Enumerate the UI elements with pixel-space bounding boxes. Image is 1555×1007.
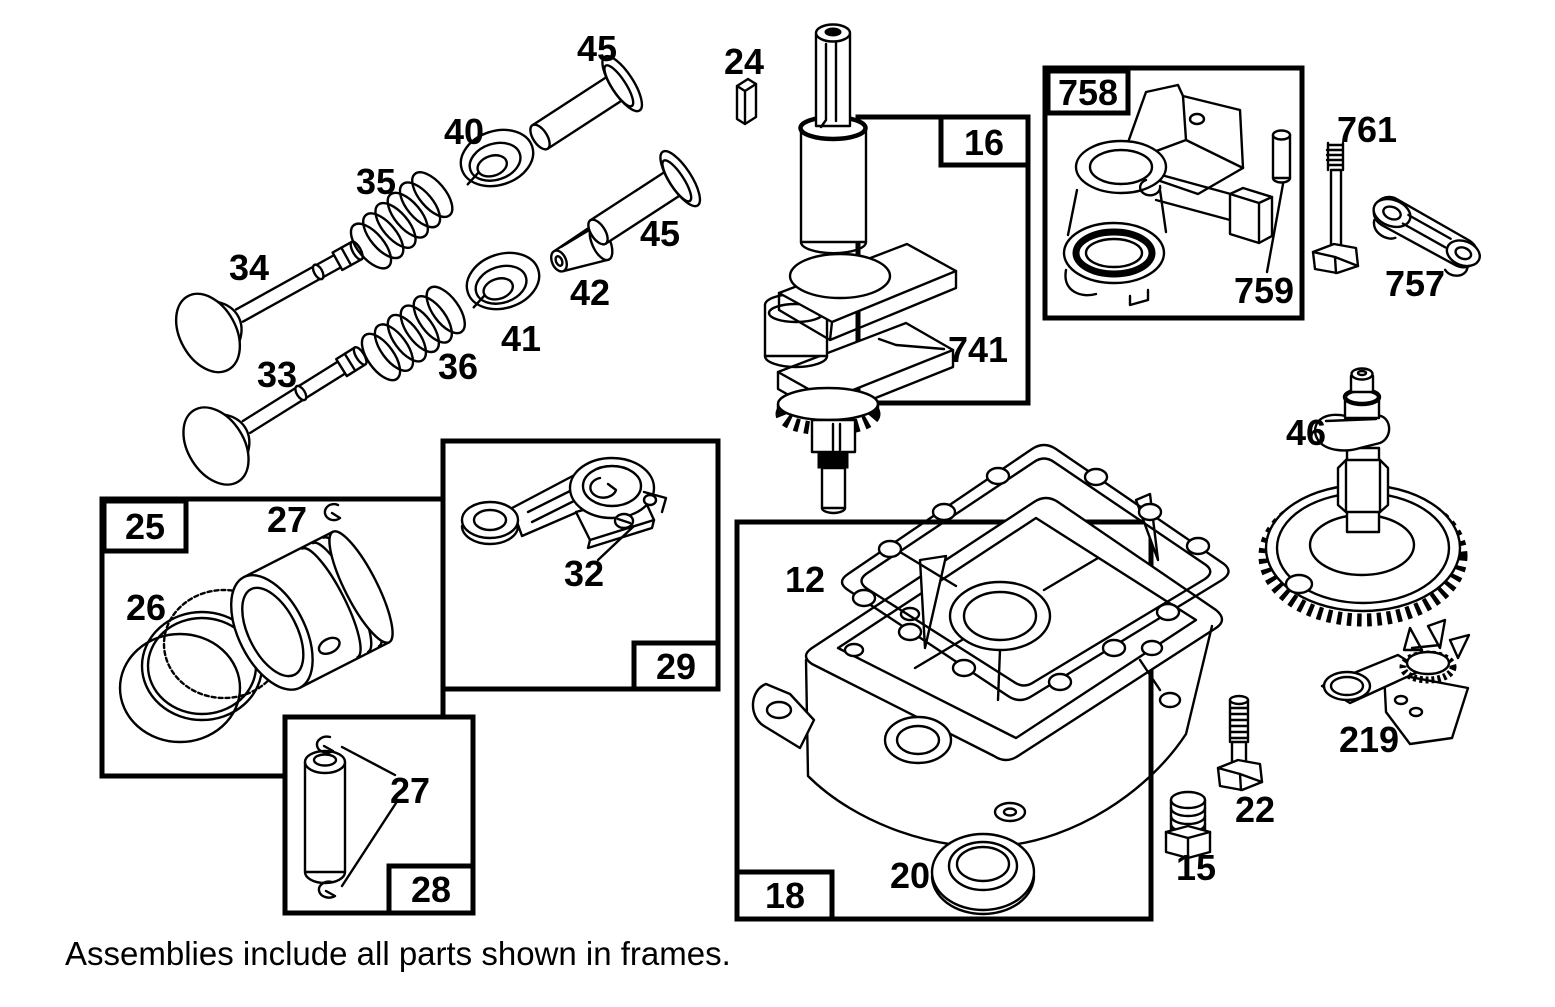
label-piston-ring-set: 26 [125, 587, 167, 628]
label-pin-clip-piston: 27 [266, 499, 308, 540]
label-valve-spring-upper: 35 [355, 161, 397, 202]
frame-crankshaft-label: 16 [963, 122, 1005, 163]
oil-seal-20-drawing [932, 834, 1034, 914]
label-sump-gasket: 12 [784, 559, 826, 600]
label-sump-screw: 22 [1234, 789, 1276, 830]
label-crankshaft-key: 24 [723, 41, 765, 82]
frame-engine-sump-label: 18 [764, 875, 806, 916]
label-governor-crank: 757 [1384, 263, 1446, 304]
label-valve-lower: 33 [256, 354, 298, 395]
label-spring-retainer-lower: 41 [500, 318, 542, 359]
label-tappet-upper: 45 [576, 28, 618, 69]
label-drain-plug: 15 [1175, 847, 1217, 888]
label-valve-upper: 34 [228, 247, 270, 288]
frame-piston-pin-label: 28 [410, 869, 452, 910]
sump-screw-22-drawing [1218, 696, 1262, 790]
frame-piston-assembly-label: 25 [124, 506, 166, 547]
label-rod-screw: 32 [563, 553, 605, 594]
spring-retainer-41-drawing [459, 244, 546, 318]
frame-governor-bracket-label: 758 [1057, 72, 1119, 113]
label-valve-spring-lower: 36 [437, 346, 479, 387]
label-timing-gear: 741 [947, 329, 1009, 370]
label-valve-keeper: 42 [569, 272, 611, 313]
label-governor-pin: 759 [1233, 270, 1295, 311]
label-pin-clip-pin: 27 [389, 770, 431, 811]
piston-drawing [214, 525, 403, 703]
governor-screw-761-drawing [1313, 143, 1358, 273]
label-camshaft: 46 [1285, 412, 1327, 453]
label-spring-retainer-upper: 40 [443, 111, 485, 152]
pin-clip-piston-drawing [325, 504, 340, 520]
label-governor-gear-assembly: 219 [1338, 719, 1400, 760]
label-governor-screw: 761 [1336, 109, 1398, 150]
crankshaft-drawing [765, 25, 956, 514]
crankshaft-key-24-drawing [737, 79, 756, 124]
camshaft-46-drawing [1265, 369, 1461, 621]
frame-connecting-rod-label: 29 [655, 646, 697, 687]
label-oil-seal: 20 [889, 855, 931, 896]
caption: Assemblies include all parts shown in frames. [65, 935, 731, 972]
label-tappet-lower: 45 [639, 213, 681, 254]
